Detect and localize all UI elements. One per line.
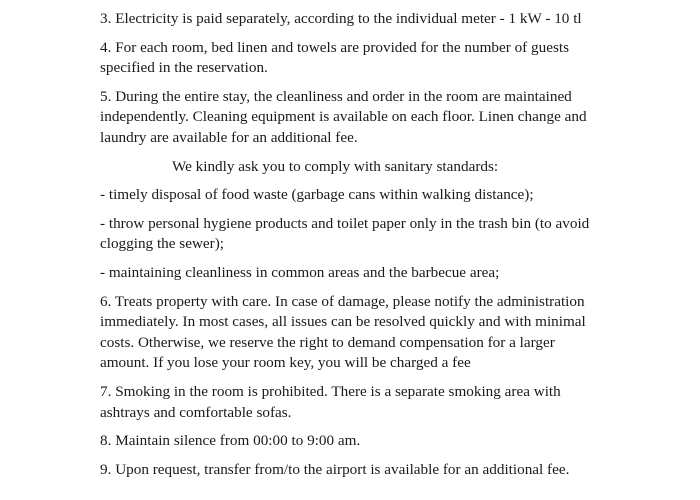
text-line: - maintaining cleanliness in common areas and the barbecue area; [100, 263, 500, 281]
text-line: independently. Cleaning equipment is available on each floor. Linen change and [100, 108, 587, 126]
rule-8-paragraph [100, 431, 640, 452]
text-line: We kindly ask you to comply with sanitary standards: [172, 157, 499, 175]
rule-6-paragraph [100, 292, 640, 374]
rule-9-paragraph [100, 460, 640, 481]
sanitary-standards-heading [100, 157, 640, 178]
text-line: specified in the reservation. [100, 59, 268, 77]
rule-7-paragraph [100, 382, 640, 423]
rule-5-paragraph [100, 87, 640, 149]
text-line: 5. During the entire stay, the cleanliness and order in the room are maintained [100, 87, 572, 105]
sanitary-item-common-areas [100, 263, 640, 284]
document-page [100, 9, 640, 488]
text-line: laundry are available for an additional fee. [100, 128, 358, 146]
text-line: 6. Treats property with care. In case of damage, please notify the administration [100, 292, 585, 310]
text-line: 4. For each room, bed linen and towels are provided for the number of guests [100, 38, 569, 56]
text-line: 7. Smoking in the room is prohibited. There is a separate smoking area with [100, 382, 561, 400]
text-line: 8. Maintain silence from 00:00 to 9:00 am. [100, 432, 361, 450]
text-line: - timely disposal of food waste (garbage cans within walking distance); [100, 186, 534, 204]
text-line: ashtrays and comfortable sofas. [100, 403, 292, 421]
text-line: - throw personal hygiene products and toilet paper only in the trash bin (to avoid [100, 214, 590, 232]
text-line: 9. Upon request, transfer from/to the airport is available for an additional fee. [100, 460, 570, 478]
text-line: immediately. In most cases, all issues can be resolved quickly and with minimal [100, 313, 586, 331]
text-line: clogging the sewer); [100, 235, 224, 253]
sanitary-item-hygiene-products [100, 214, 640, 255]
rule-4-paragraph [100, 38, 640, 79]
sanitary-item-food-waste [100, 185, 640, 206]
text-line: costs. Otherwise, we reserve the right to demand compensation for a larger [100, 333, 555, 351]
text-line: amount. If you lose your room key, you will be charged a fee [100, 354, 471, 372]
rule-3-paragraph [100, 9, 640, 30]
text-line: 3. Electricity is paid separately, according to the individual meter - 1 kW - 10 tl [100, 10, 582, 27]
